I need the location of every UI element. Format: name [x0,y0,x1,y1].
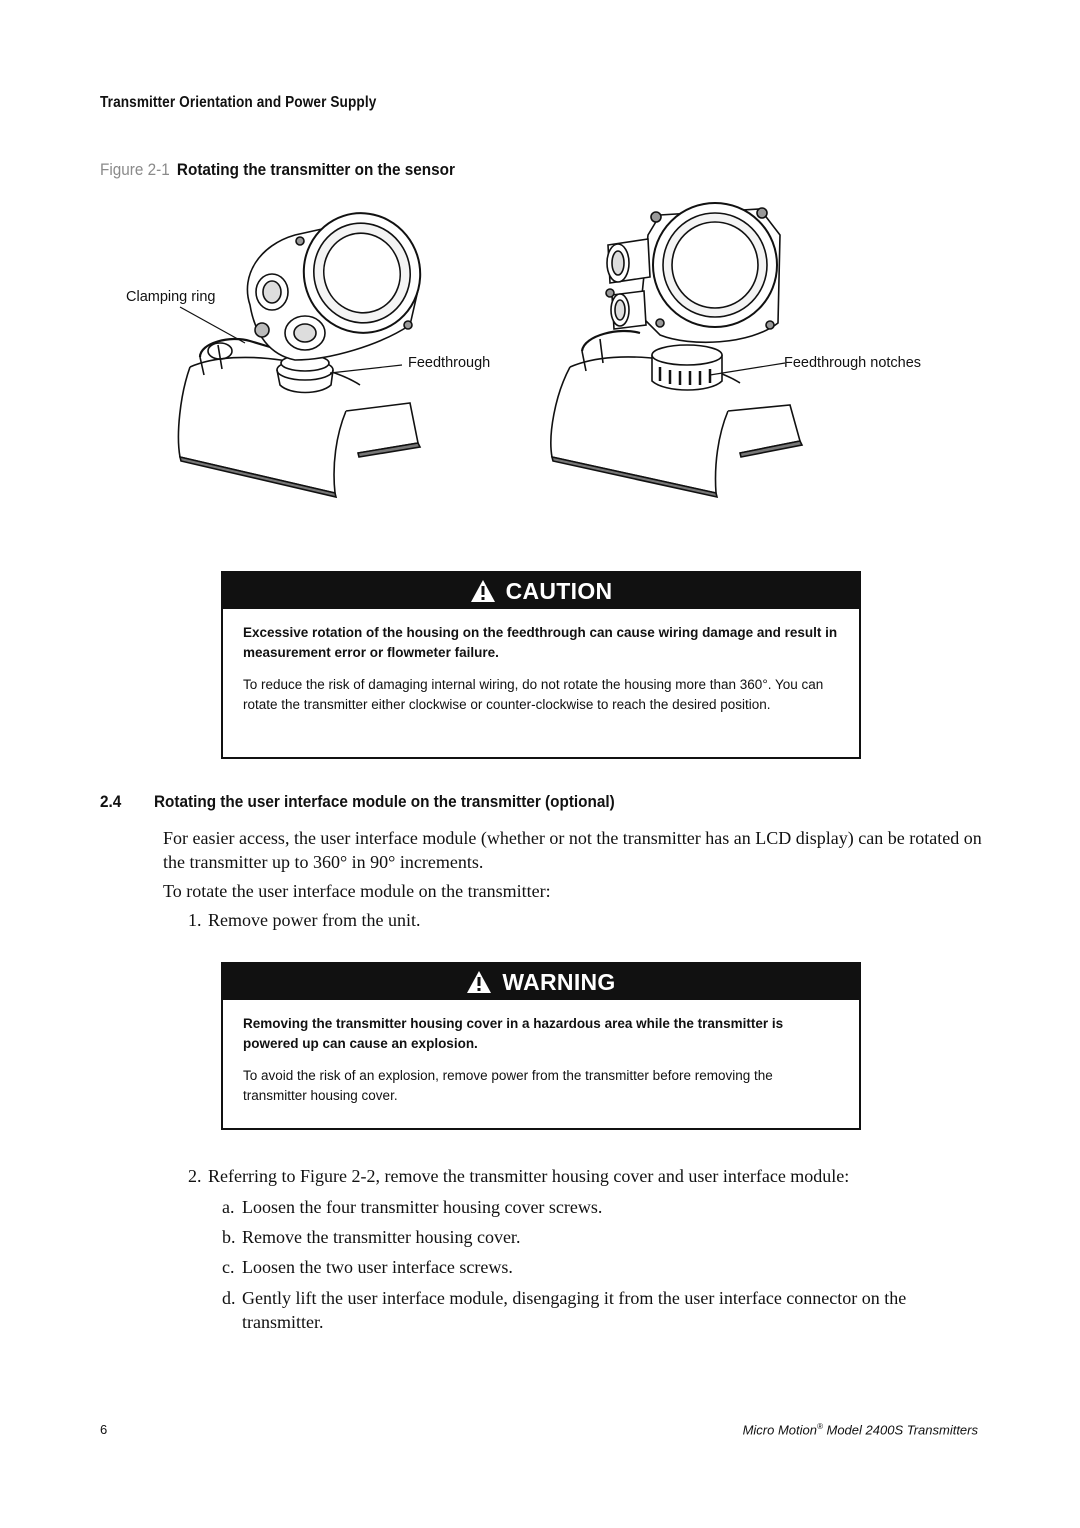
footer-brand: Micro Motion [742,1422,817,1438]
left-transmitter-drawing [178,198,435,497]
substep-text: Remove the transmitter housing cover. [242,1227,521,1247]
figure-title: Rotating the transmitter on the sensor [176,160,455,179]
substep-d [222,1286,982,1334]
substep-letter: d. [222,1288,236,1308]
footer-doc-title [743,1422,978,1437]
caution-banner [223,573,859,609]
transmitter-rotation-illustration [100,195,980,515]
substep-c [222,1255,513,1279]
body-paragraph: To rotate the user interface module on the transmitter: [163,881,551,901]
substep-letter: b. [222,1227,236,1247]
caution-text: To reduce the risk of damaging internal wiring, do not rotate the housing more than 360°. You can rotate the transmitter either clockwise or counter-clockwise to reach the desired position. [243,677,824,712]
substep-letter: c. [222,1257,235,1277]
substep-text: Gently lift the user interface module, disengaging it from the user interface connector on the transmitter. [242,1288,907,1332]
callout-feedthrough: Feedthrough [408,355,491,371]
warning-banner [223,964,859,1000]
section-number: 2.4 [100,792,122,811]
callout-clamping-ring: Clamping ring [126,289,216,305]
section-heading [100,792,615,812]
running-header: Transmitter Orientation and Power Supply [100,94,377,111]
warning-text: To avoid the risk of an explosion, remove power from the transmitter before removing the transmitter housing cover. [243,1068,773,1103]
registered-mark: ® [816,1422,823,1431]
body-paragraph: For easier access, the user interface module (whether or not the transmitter has an LCD display) can be rotated on the transmitter up to 360° in 90° increments. [163,828,982,872]
footer-model: Model 2400S Transmitters [822,1422,978,1438]
figure-label: Figure 2-1 [100,160,170,179]
substep-text: Loosen the two user interface screws. [242,1257,513,1277]
substep-letter: a. [222,1197,235,1217]
warning-title: WARNING [502,968,616,995]
step-1 [188,908,421,932]
substep-a [222,1195,603,1219]
page-number: 6 [100,1422,108,1437]
step-text: Referring to Figure 2-2, remove the transmitter housing cover and user interface module: [208,1166,850,1186]
warning-triangle-icon [470,579,496,603]
section-title: Rotating the user interface module on the transmitter (optional) [154,792,615,811]
figure-caption [100,160,455,180]
step-number: 2. [188,1166,202,1186]
step-text: Remove power from the unit. [208,910,421,930]
warning-bold-text: Removing the transmitter housing cover in a hazardous area while the transmitter is powered up can cause an explosion. [243,1016,784,1051]
callout-feedthrough-notches: Feedthrough notches [784,355,922,371]
warning-box [221,962,861,1130]
caution-bold-text: Excessive rotation of the housing on the feedthrough can cause wiring damage and result in measurement error or flowmeter failure. [243,625,838,660]
caution-box [221,571,861,759]
step-2 [188,1164,850,1188]
right-transmitter-drawing [551,203,802,497]
substep-text: Loosen the four transmitter housing cover screws. [242,1197,603,1217]
warning-triangle-icon [466,970,492,994]
step-number: 1. [188,910,202,930]
substep-b [222,1225,521,1249]
caution-title: CAUTION [505,577,613,604]
